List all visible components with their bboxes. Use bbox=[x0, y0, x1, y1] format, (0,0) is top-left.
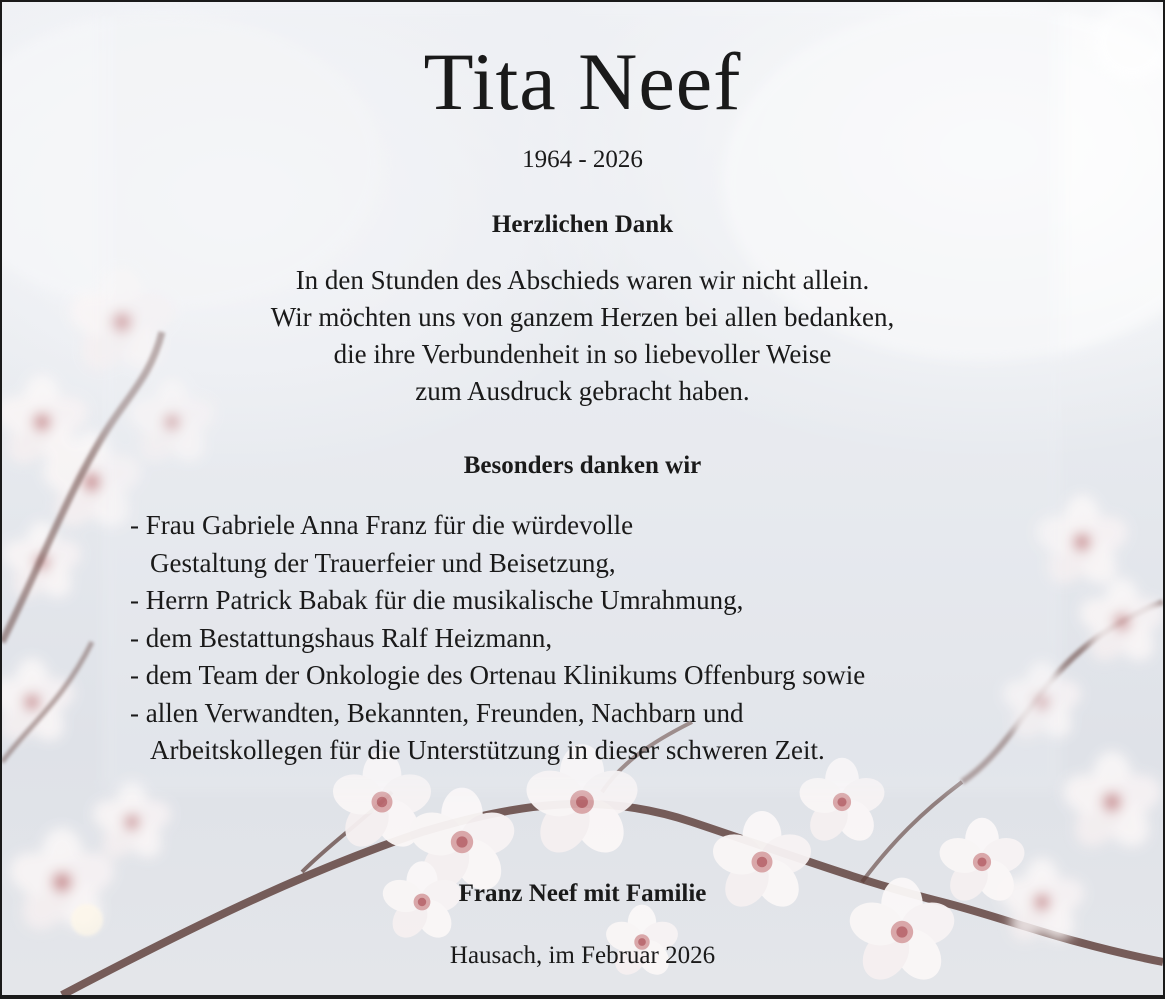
place-date: Hausach, im Februar 2026 bbox=[449, 942, 716, 969]
thanks-paragraph bbox=[2, 262, 1163, 410]
list-item: - Frau Gabriele Anna Franz für die würdevolle bbox=[130, 510, 634, 540]
list-item: - dem Team der Onkologie des Ortenau Klinikums Offenburg sowie bbox=[130, 660, 866, 690]
thanks-line: die ihre Verbundenheit in so liebevoller Weise bbox=[333, 339, 832, 369]
thanks-line: Wir möchten uns von ganzem Herzen bei allen bedanken, bbox=[270, 302, 895, 332]
thanks-line: In den Stunden des Abschieds waren wir nicht allein. bbox=[295, 265, 870, 295]
signature: Franz Neef mit Familie bbox=[458, 880, 707, 907]
thanks-list bbox=[130, 507, 865, 770]
list-item-continuation: Gestaltung der Trauerfeier und Beisetzung, bbox=[150, 547, 616, 578]
list-item: - Herrn Patrick Babak für die musikalische Umrahmung, bbox=[130, 585, 744, 615]
list-item-continuation: Arbeitskollegen für die Unterstützung in dieser schweren Zeit. bbox=[150, 735, 825, 765]
life-dates: 1964 - 2026 bbox=[522, 146, 643, 173]
heading-special-thanks: Besonders danken wir bbox=[463, 452, 702, 479]
notice-content bbox=[2, 2, 1163, 995]
deceased-name: Tita Neef bbox=[423, 36, 742, 127]
list-item: - allen Verwandten, Bekannten, Freunden, Nachbarn und bbox=[130, 697, 744, 728]
heading-thanks: Herzlichen Dank bbox=[491, 211, 674, 238]
thanks-line: zum Ausdruck gebracht haben. bbox=[415, 376, 750, 406]
list-item: - dem Bestattungshaus Ralf Heizmann, bbox=[130, 622, 553, 653]
